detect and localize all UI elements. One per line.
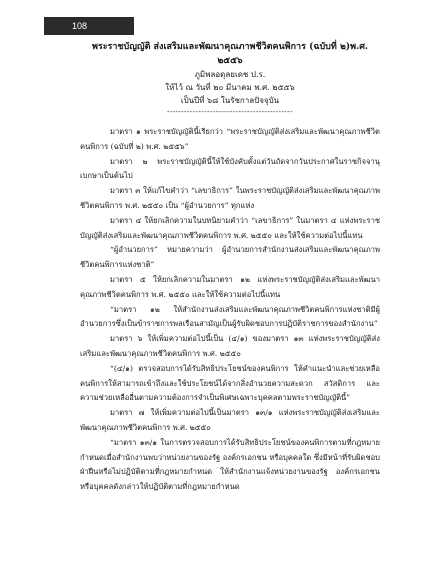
page-number: 108 xyxy=(72,21,88,31)
section-paragraph: มาตรา ๕ ให้ยกเลิกความในมาตรา ๑๒ แห่งพระราชบัญญัติส่งเสริมและพัฒนาคุณภาพชีวิตคนพิการ พ.ศ. ๒๕๕๐ และให้ใช้ความต่อไปนี้แทน xyxy=(80,274,380,299)
given-date: ให้ไว้ ณ วันที่ ๒๐ มีนาคม พ.ศ. ๒๕๕๖ xyxy=(165,83,295,92)
page-number-tab xyxy=(44,17,134,35)
section-paragraph: มาตรา ๑ พระราชบัญญัตินี้เรียกว่า “พระราชบัญญัติส่งเสริมและพัฒนาคุณภาพชีวิตคนพิการ (ฉบับที่ ๒) พ.ศ. ๒๕๕๖” xyxy=(80,127,380,151)
royal-signature: ภูมิพลอดุลยเดช ป.ร. xyxy=(194,70,266,79)
section-paragraph: มาตรา ๒ พระราชบัญญัตินี้ให้ใช้บังคับตั้งแต่วันถัดจากวันประกาศในราชกิจจานุเบกษาเป็นต้นไป xyxy=(80,156,380,181)
section-paragraph: มาตรา ๔ ให้ยกเลิกความในบทนิยามคำว่า “เลขาธิการ” ในมาตรา ๔ แห่งพระราชบัญญัติส่งเสริมและพัฒนาคุณภาพชีวิตคนพิการ พ.ศ. ๒๕๕๐ และให้ใช้ความต่อไปนี้แทน xyxy=(80,215,380,240)
sections xyxy=(80,125,380,495)
reign-year: เป็นปีที่ ๖๘ ในรัชกาลปัจจุบัน xyxy=(180,96,280,105)
section-paragraph: “มาตรา ๑๒ ให้สำนักงานส่งเสริมและพัฒนาคุณภาพชีวิตคนพิการแห่งชาติมีผู้อำนวยการซึ่งเป็นข้าราชการพลเรือนสามัญเป็นผู้รับผิดชอบการปฏิบัติราชการของสำนักงาน” xyxy=(80,304,380,329)
document-body xyxy=(80,38,380,495)
section-paragraph: มาตรา ๓ ให้แก้ไขคำว่า “เลขาธิการ” ในพระราชบัญญัติส่งเสริมและพัฒนาคุณภาพชีวิตคนพิการ พ.ศ. ๒๕๕๐ เป็น “ผู้อำนวยการ” ทุกแห่ง xyxy=(80,186,380,210)
section-paragraph: “(๔/๑) ตรวจสอบการได้รับสิทธิประโยชน์ของคนพิการ ให้คำแนะนำและช่วยเหลือคนพิการให้สามารถเข้าถึงและใช้ประโยชน์ได้จากสิ่งอำนวยความสะดวก สวัสดิการ และความช่วยเหลืออื่นตามความต้องการจำเป็นพิเศษเฉพาะบุคคลตามพระราชบัญญัตินี้” xyxy=(80,363,380,403)
section-paragraph: มาตรา ๖ ให้เพิ่มความต่อไปนี้เป็น (๔/๑) ของมาตรา ๑๓ แห่งพระราชบัญญัติส่งเสริมและพัฒนาคุณภาพชีวิตคนพิการ พ.ศ. ๒๕๕๐ xyxy=(80,334,380,358)
act-title: พระราชบัญญัติ ส่งเสริมและพัฒนาคุณภาพชีวิตคนพิการ (ฉบับที่ ๒)พ.ศ. ๒๕๕๖ xyxy=(91,42,369,66)
separator-line: -------------------------------------------- xyxy=(166,108,294,116)
section-paragraph: “ผู้อำนวยการ” หมายความว่า ผู้อำนวยการสำนักงานส่งเสริมและพัฒนาคุณภาพชีวิตคนพิการแห่งชาติ” xyxy=(80,245,380,270)
section-paragraph: มาตรา ๗ ให้เพิ่มความต่อไปนี้เป็นมาตรา ๑๓/๑ แห่งพระราชบัญญัติส่งเสริมและพัฒนาคุณภาพชีวิตคนพิการ พ.ศ. ๒๕๕๐ xyxy=(80,408,380,432)
section-paragraph: “มาตรา ๑๓/๑ ในการตรวจสอบการได้รับสิทธิประโยชน์ของคนพิการตามที่กฎหมายกำหนดเมื่อสำนักงานพบว่าหน่วยงานของรัฐ องค์กรเอกชน หรือบุคคลใด ซึ่งมีหน้าที่รับผิดชอบฝ่าฝืนหรือไม่ปฏิบัติตามที่กฎหมายกำหนด ให้สำนักงานแจ้งหน่วยงานของรัฐ องค์กรเอกชน หรือบุคคลดังกล่าวให้ปฏิบัติตามที่กฎหมายกำหนด xyxy=(80,437,380,492)
